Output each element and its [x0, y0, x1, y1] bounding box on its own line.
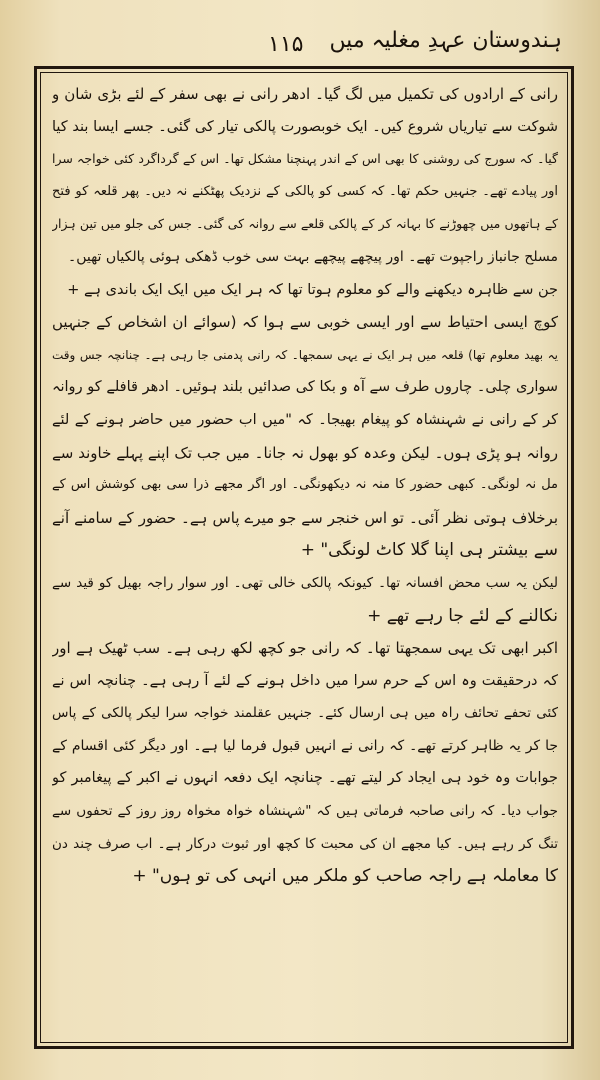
text-line: کوچ ایسی احتیاط سے اور ایسی خوبی سے ہوا کہ (سوائے ان اشخاص کے جنہیں: [52, 313, 558, 332]
running-title: ہندوستان عہدِ مغلیہ میں: [329, 28, 562, 53]
text-line: برخلاف ہوتی نظر آئی۔ تو اس خنجر سے جو میرے پاس ہے۔ حضور کے سامنے آنے: [52, 508, 558, 527]
text-line: مل نہ لونگی۔ کبھی حضور کا منہ نہ دیکھونگی۔ اور اگر مجھے ذرا سی بھی کوشش اس کے: [52, 477, 558, 493]
text-line: کہ درحقیقت وہ اس کے حرم سرا میں داخل ہونے کے لئے آ رہی ہے۔ چنانچہ اس نے: [52, 672, 558, 689]
text-line: کا معاملہ ہے راجہ صاحب کو ملکر میں انہی کی تو ہوں" +: [132, 866, 558, 887]
text-line: جوابات وہ خود ہی ایجاد کر لیتے تھے۔ چنانچہ ایک دفعہ انہوں نے اکبر کے پیغامبر کو: [52, 770, 558, 787]
text-line: شوکت سے تیاریاں شروع کیں۔ ایک خوبصورت پالکی تیار کی گئی۔ جسے ایسا بند کیا: [52, 118, 558, 135]
text-line: جواب دیا۔ کہ رانی صاحبہ فرماتی ہیں کہ "شہنشاہ خواہ مخواہ روز روز کے تحفوں سے: [52, 803, 558, 820]
text-line: جا کر یہ ظاہر کرتے تھے۔ کہ رانی نے انہیں قبول فرما لیا ہے۔ اور دیگر کئی اقسام کے: [52, 737, 558, 754]
text-line: لیکن یہ سب محض افسانہ تھا۔ کیونکہ پالکی خالی تھی۔ اور سوار راجہ بھیل کو قید سے: [52, 574, 558, 591]
text-line: یہ بھید معلوم تھا) قلعہ میں ہر ایک نے یہی سمجھا۔ کہ رانی پدمنی جا رہی ہے۔ چنانچہ جس وقت: [52, 347, 558, 362]
text-line: اور پیادے تھے۔ جنہیں حکم تھا۔ کہ کسی کو پالکی کے نزدیک پھٹکنے نہ دیں۔ پھر قلعہ کو فتح: [52, 183, 558, 199]
text-line: رانی کے ارادوں کی تکمیل میں لگ گیا۔ ادھر رانی نے بھی سفر کے لئے بڑی شان و: [52, 85, 558, 103]
text-line: کے ہاتھوں میں چھوڑنے کا بہانہ کر کے پالکی قلعے سے روانہ کی گئی۔ جس کی جلو میں تین ہزار: [52, 216, 558, 232]
text-line: کر کے رانی نے شہنشاہ کو پیغام بھیجا۔ کہ "میں اب حضور میں حاضر ہونے کے لئے: [52, 411, 558, 428]
page-number: ۱۱۵: [268, 32, 304, 57]
text-line: کئی تحفے تحائف راہ میں ہی ارسال کئے۔ جنہیں عقلمند خواجہ سرا لیکر پالکی کے پاس: [52, 705, 558, 722]
text-line: نکالنے کے لئے جا رہے تھے +: [367, 605, 558, 626]
text-line: سے بیشتر ہی اپنا گلا کاٹ لونگی" +: [300, 540, 558, 561]
text-line: مسلح جانباز راجپوت تھے۔ اور پیچھے پیچھے بہت سی خوب ڈھکی ہوئی پالکیاں تھیں۔: [67, 248, 558, 265]
text-line: روانہ ہو پڑی ہوں۔ لیکن وعدہ کو بھول نہ جانا۔ میں جب تک اپنے پہلے خاوند سے: [52, 443, 558, 462]
page-header: [40, 26, 570, 62]
body-text: [52, 78, 558, 1038]
text-line: تنگ کر رہے ہیں۔ کیا مجھے ان کی محبت کا کچھ اور ثبوت درکار ہے۔ اب صرف چند دن: [52, 835, 558, 852]
text-line: گیا۔ کہ سورج کی روشنی کا بھی اس کے اندر پہنچنا مشکل تھا۔ اس کے گرداگرد کئی خواجہ سرا: [52, 151, 558, 167]
text-line: سواری چلی۔ چاروں طرف سے آہ و بکا کی صدائیں بلند ہوئیں۔ ادھر قافلے کو روانہ: [52, 379, 558, 396]
text-line: جن سے ظاہرہ دیکھنے والے کو معلوم ہوتا تھا کہ ہر ایک میں ایک ایک باندی ہے +: [67, 281, 558, 298]
text-line: اکبر ابھی تک یہی سمجھتا تھا۔ کہ رانی جو کچھ لکھ رہی ہے۔ سب ٹھیک ہے اور: [52, 639, 558, 658]
